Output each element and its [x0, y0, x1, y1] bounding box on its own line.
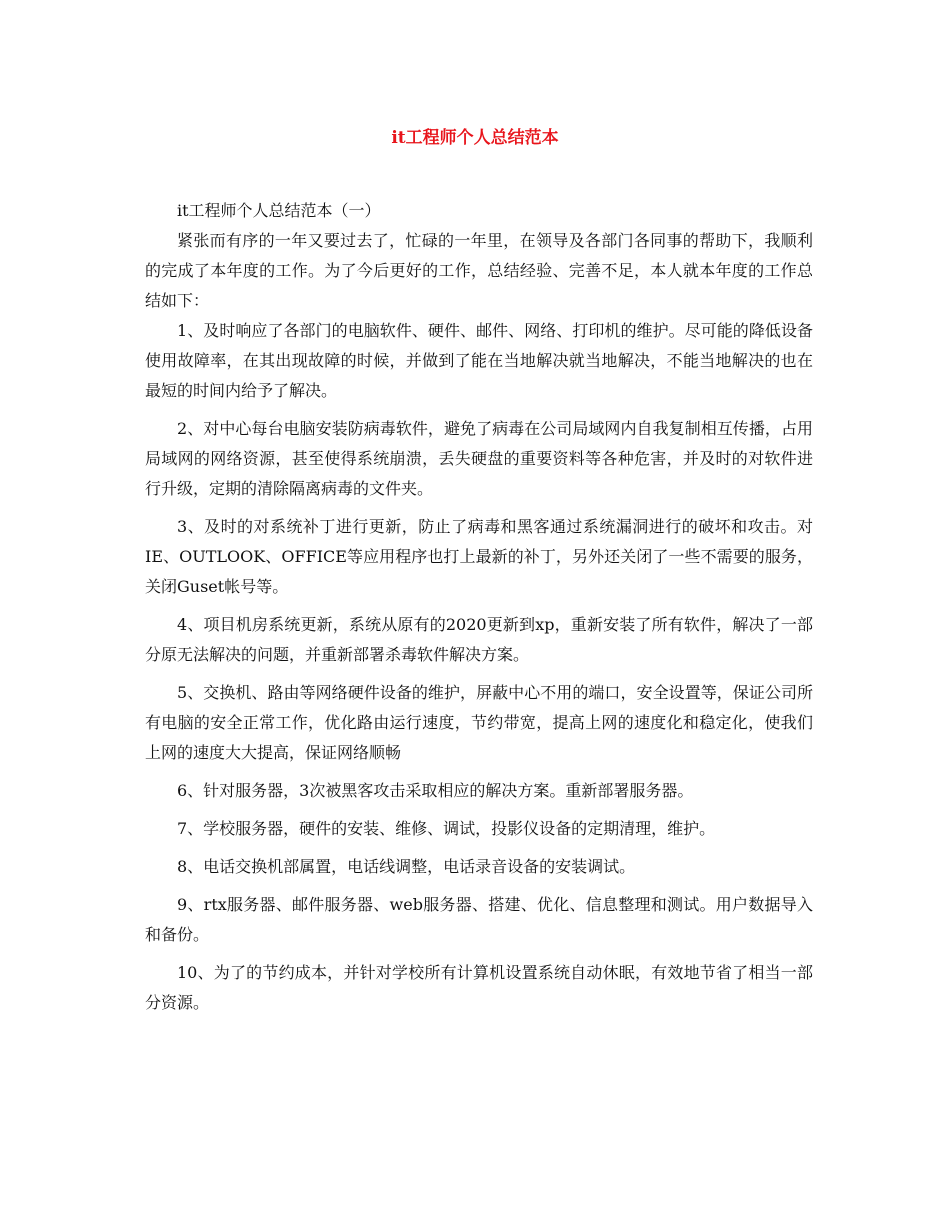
- document-body: [145, 196, 813, 1026]
- summary-item-8: 8、电话交换机部属置，电话线调整，电话录音设备的安装调试。: [177, 857, 636, 876]
- summary-item-7: 7、学校服务器，硬件的安装、维修、调试，投影仪设备的定期清理，维护。: [177, 819, 716, 838]
- summary-item-5: 5、交换机、路由等网络硬件设备的维护，屏蔽中心不用的端口，安全设置等，保证公司所有电脑的安全正常工作，优化路由运行速度，节约带宽，提高上网的速度化和稳定化，使我们上网的速度大大提高，保证网络顺畅: [145, 683, 813, 762]
- document-title: it工程师个人总结范本: [391, 128, 559, 148]
- summary-item-3: 3、及时的对系统补丁进行更新，防止了病毒和黑客通过系统漏洞进行的破坏和攻击。对IE、OUTLOOK、OFFICE等应用程序也打上最新的补丁，另外还关闭了一些不需要的服务，关闭Guset帐号等。: [145, 517, 813, 596]
- summary-item-6: 6、针对服务器，3次被黑客攻击采取相应的解决方案。重新部署服务器。: [177, 781, 694, 800]
- section-subtitle: it工程师个人总结范本（一）: [177, 201, 381, 220]
- intro-paragraph: 紧张而有序的一年又要过去了，忙碌的一年里，在领导及各部门各同事的帮助下，我顺利的完成了本年度的工作。为了今后更好的工作，总结经验、完善不足，本人就本年度的工作总结如下：: [145, 231, 813, 310]
- summary-item-10: 10、为了的节约成本，并针对学校所有计算机设置系统自动休眠，有效地节省了相当一部分资源。: [145, 963, 813, 1012]
- summary-item-2: 2、对中心每台电脑安装防病毒软件，避免了病毒在公司局域网内自我复制相互传播，占用局域网的网络资源，甚至使得系统崩溃，丢失硬盘的重要资料等各种危害，并及时的对软件进行升级，定期的清除隔离病毒的文件夹。: [145, 419, 813, 498]
- summary-item-4: 4、项目机房系统更新，系统从原有的2020更新到xp，重新安装了所有软件，解决了一部分原无法解决的问题，并重新部署杀毒软件解决方案。: [145, 615, 813, 664]
- summary-item-9: 9、rtx服务器、邮件服务器、web服务器、搭建、优化、信息整理和测试。用户数据导入和备份。: [145, 895, 813, 944]
- summary-item-1: 1、及时响应了各部门的电脑软件、硬件、邮件、网络、打印机的维护。尽可能的降低设备使用故障率，在其出现故障的时候，并做到了能在当地解决就当地解决，不能当地解决的也在最短的时间内给予了解决。: [145, 321, 813, 400]
